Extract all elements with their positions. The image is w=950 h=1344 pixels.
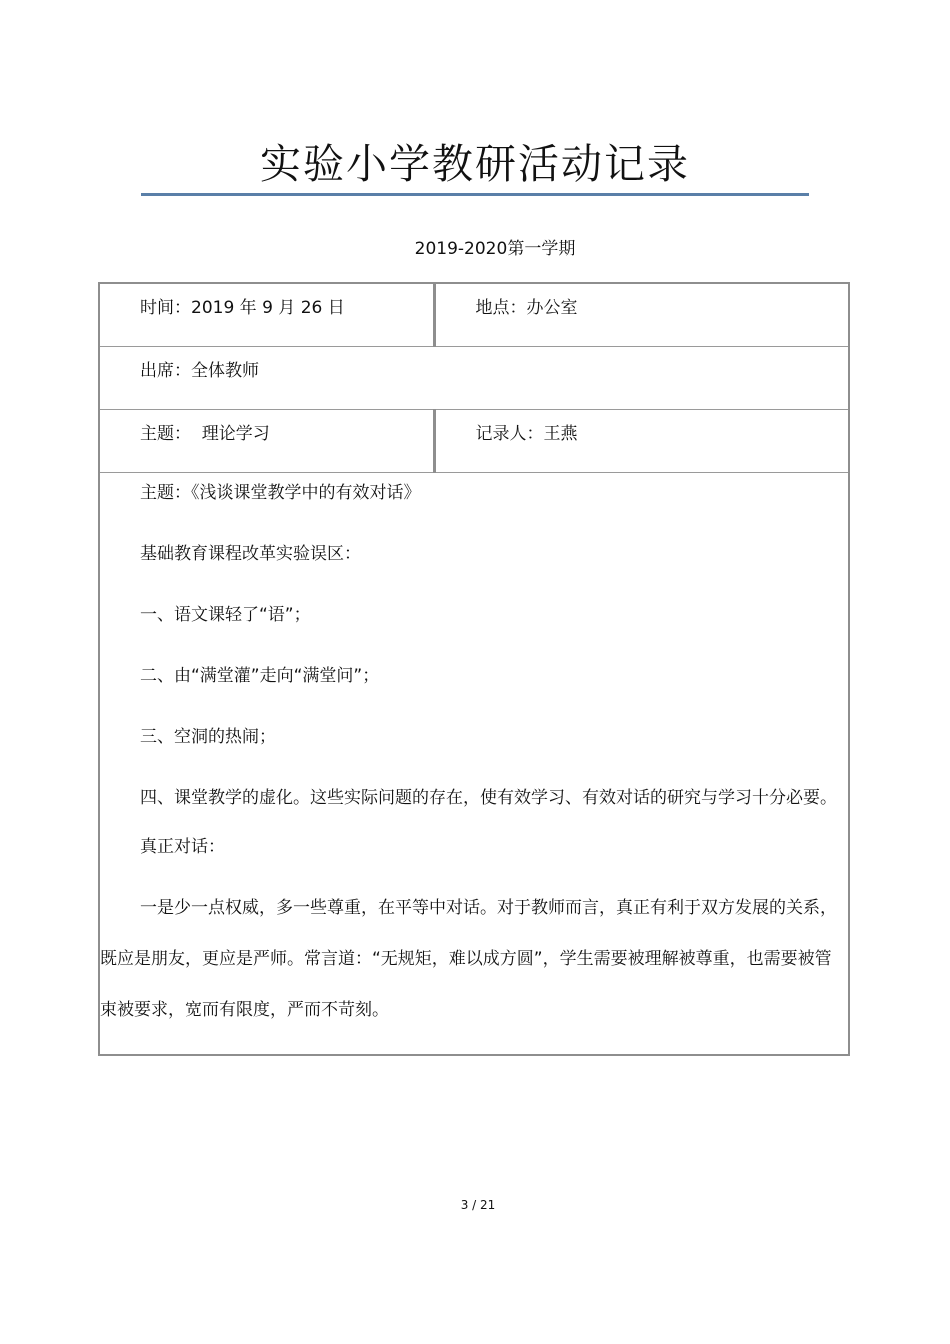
content-paragraph: 真正对话：: [140, 837, 225, 857]
content-paragraph: 四、课堂教学的虚化。这些实际问题的存在，使有效学习、有效对话的研究与学习十分必要。: [140, 788, 837, 808]
table-row: [99, 283, 849, 347]
table-row: [99, 473, 849, 1056]
content-paragraph: 二、由“满堂灌”走向“满堂问”；: [140, 666, 380, 686]
location-cell: [434, 283, 849, 347]
content-paragraph: 一是少一点权威，多一些尊重，在平等中对话。对于教师而言，真正有利于双方发展的关系，既应是朋友，更应是严师。常言道：“无规矩，难以成方圆”，学生需要被理解被尊重，也需要被管束被要求，宽而有限度，严而不苛刻。: [100, 898, 837, 1020]
table-row: [99, 347, 849, 410]
location-value: 地点：办公室: [475, 298, 578, 318]
document-title: 实验小学教研活动记录: [260, 140, 690, 189]
attendees-cell: [99, 347, 849, 410]
content-paragraph: 一、语文课轻了“语”；: [140, 605, 311, 625]
page-number: 3 / 21: [460, 1198, 496, 1212]
content-cell: [99, 473, 849, 1056]
content-paragraph: 基础教育课程改革实验误区：: [140, 544, 361, 564]
time-cell: [99, 283, 434, 347]
content-paragraph: 三、空洞的热闹；: [140, 727, 276, 747]
recorder-cell: [434, 410, 849, 473]
record-table: [98, 282, 850, 1056]
subject-cell: [99, 410, 434, 473]
content-body: [100, 473, 848, 1054]
term-label: 2019-2020第一学期: [414, 239, 576, 259]
content-paragraph: 主题：《浅谈课堂教学中的有效对话》: [140, 483, 421, 503]
title-divider: [141, 193, 809, 196]
attendees-value: 出席：全体教师: [140, 361, 259, 381]
time-value: 时间：2019 年 9 月 26 日: [140, 298, 345, 318]
table-row: [99, 410, 849, 473]
recorder-value: 记录人：王燕: [475, 424, 578, 444]
subject-value: 主题： 理论学习: [140, 424, 270, 444]
